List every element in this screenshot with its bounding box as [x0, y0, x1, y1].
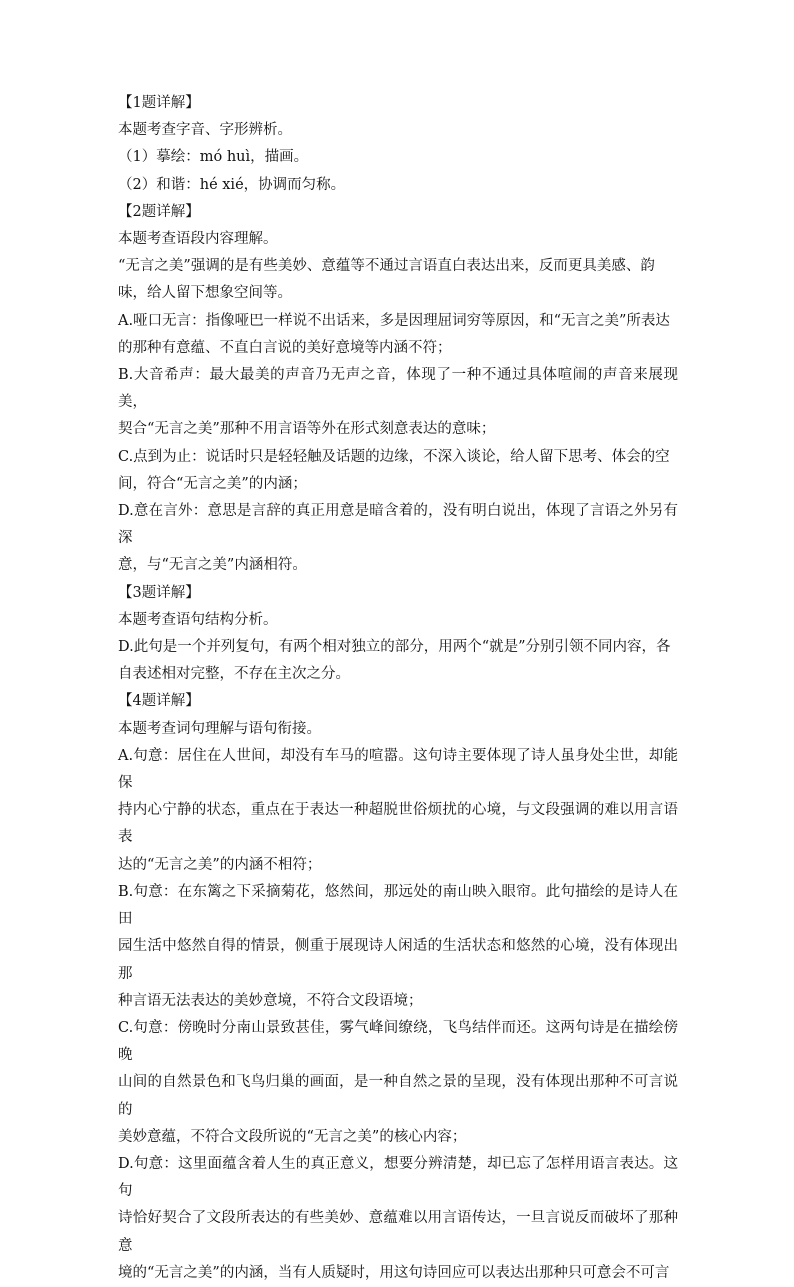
text-line: B.句意：在东篱之下采摘菊花，悠然间，那远处的南山映入眼帘。此句描绘的是诗人在田 [118, 883, 678, 928]
section-heading-4: 【4题详解】 [118, 693, 200, 710]
text-line: A.句意：居住在人世间，却没有车马的喧嚣。这句诗主要体现了诗人虽身处尘世，却能保 [118, 747, 678, 792]
section-heading-1: 【1题详解】 [118, 95, 200, 111]
text-line: 种言语无法表达的美妙意境，不符合文段语境； [118, 992, 423, 1009]
text-line: D.此句是一个并列复句，有两个相对独立的部分，用两个“就是”分别引领不同内容，各 [118, 639, 671, 656]
text-line: 达的“无言之美”的内涵不相符； [118, 856, 322, 873]
text-line: （2）和谐：hé xié，协调而匀称。 [118, 176, 346, 193]
text-line: C.句意：傍晚时分南山景致甚佳，雾气峰间缭绕，飞鸟结伴而还。这两句诗是在描绘傍晚 [118, 1019, 678, 1064]
text-line: 本题考查词句理解与语句衔接。 [118, 720, 321, 737]
text-line: D.意在言外：意思是言辞的真正用意是暗含着的，没有明白说出，体现了言语之外另有深 [118, 503, 678, 547]
text-line: 持内心宁静的状态，重点在于表达一种超脱世俗烦扰的心境，与文段强调的难以用言语表 [118, 802, 678, 846]
answer-explanation-text [118, 90, 678, 1287]
text-line: D.句意：这里面蕴含着人生的真正意义，想要分辨清楚，却已忘了怎样用语言表达。这句 [118, 1155, 678, 1200]
text-line: 契合“无言之美”那种不用言语等外在形式刻意表达的意味； [118, 421, 496, 438]
text-line: C.点到为止：说话时只是轻轻触及话题的边缘，不深入谈论，给人留下思考、体会的空 [118, 448, 670, 465]
text-line: 本题考查语句结构分析。 [118, 611, 278, 628]
text-line: 味，给人留下想象空间等。 [118, 285, 292, 302]
text-line: 诗恰好契合了文段所表达的有些美妙、意蕴难以用言语传达，一旦言说反而破坏了那种意 [118, 1210, 678, 1254]
text-line: 间，符合“无言之美”的内涵； [118, 475, 307, 492]
text-line: 美妙意蕴，不符合文段所说的“无言之美”的核心内容； [118, 1128, 467, 1145]
section-heading-3: 【3题详解】 [118, 584, 200, 601]
text-line: “无言之美”强调的是有些美妙、意蕴等不通过言语直白表达出来，反而更具美感、韵 [118, 258, 655, 275]
text-line: 意，与“无言之美”内涵相符。 [118, 557, 307, 574]
text-line: （1）摹绘：mó huì，描画。 [118, 149, 309, 166]
text-line: 本题考查字音、字形辨析。 [118, 122, 292, 139]
text-line: 本题考查语段内容理解。 [118, 231, 278, 248]
text-line: 的那种有意蕴、不直白言说的美好意境等内涵不符； [118, 339, 452, 356]
text-line: 境的“无言之美”的内涵，当有人质疑时，用这句诗回应可以表达出那种只可意会不可言 [118, 1264, 670, 1281]
text-line: A.哑口无言：指像哑巴一样说不出话来，多是因理屈词穷等原因，和“无言之美”所表达 [118, 312, 670, 329]
text-line: 自表述相对完整，不存在主次之分。 [118, 666, 350, 683]
text-line: 园生活中悠然自得的情景，侧重于展现诗人闲适的生活状态和悠然的心境，没有体现出那 [118, 938, 678, 982]
text-line: B.大音希声：最大最美的声音乃无声之音，体现了一种不通过具体喧闹的声音来展现美， [118, 367, 678, 411]
text-line: 山间的自然景色和飞鸟归巢的画面，是一种自然之景的呈现，没有体现出那种不可言说的 [118, 1074, 678, 1118]
section-heading-2: 【2题详解】 [118, 203, 200, 220]
